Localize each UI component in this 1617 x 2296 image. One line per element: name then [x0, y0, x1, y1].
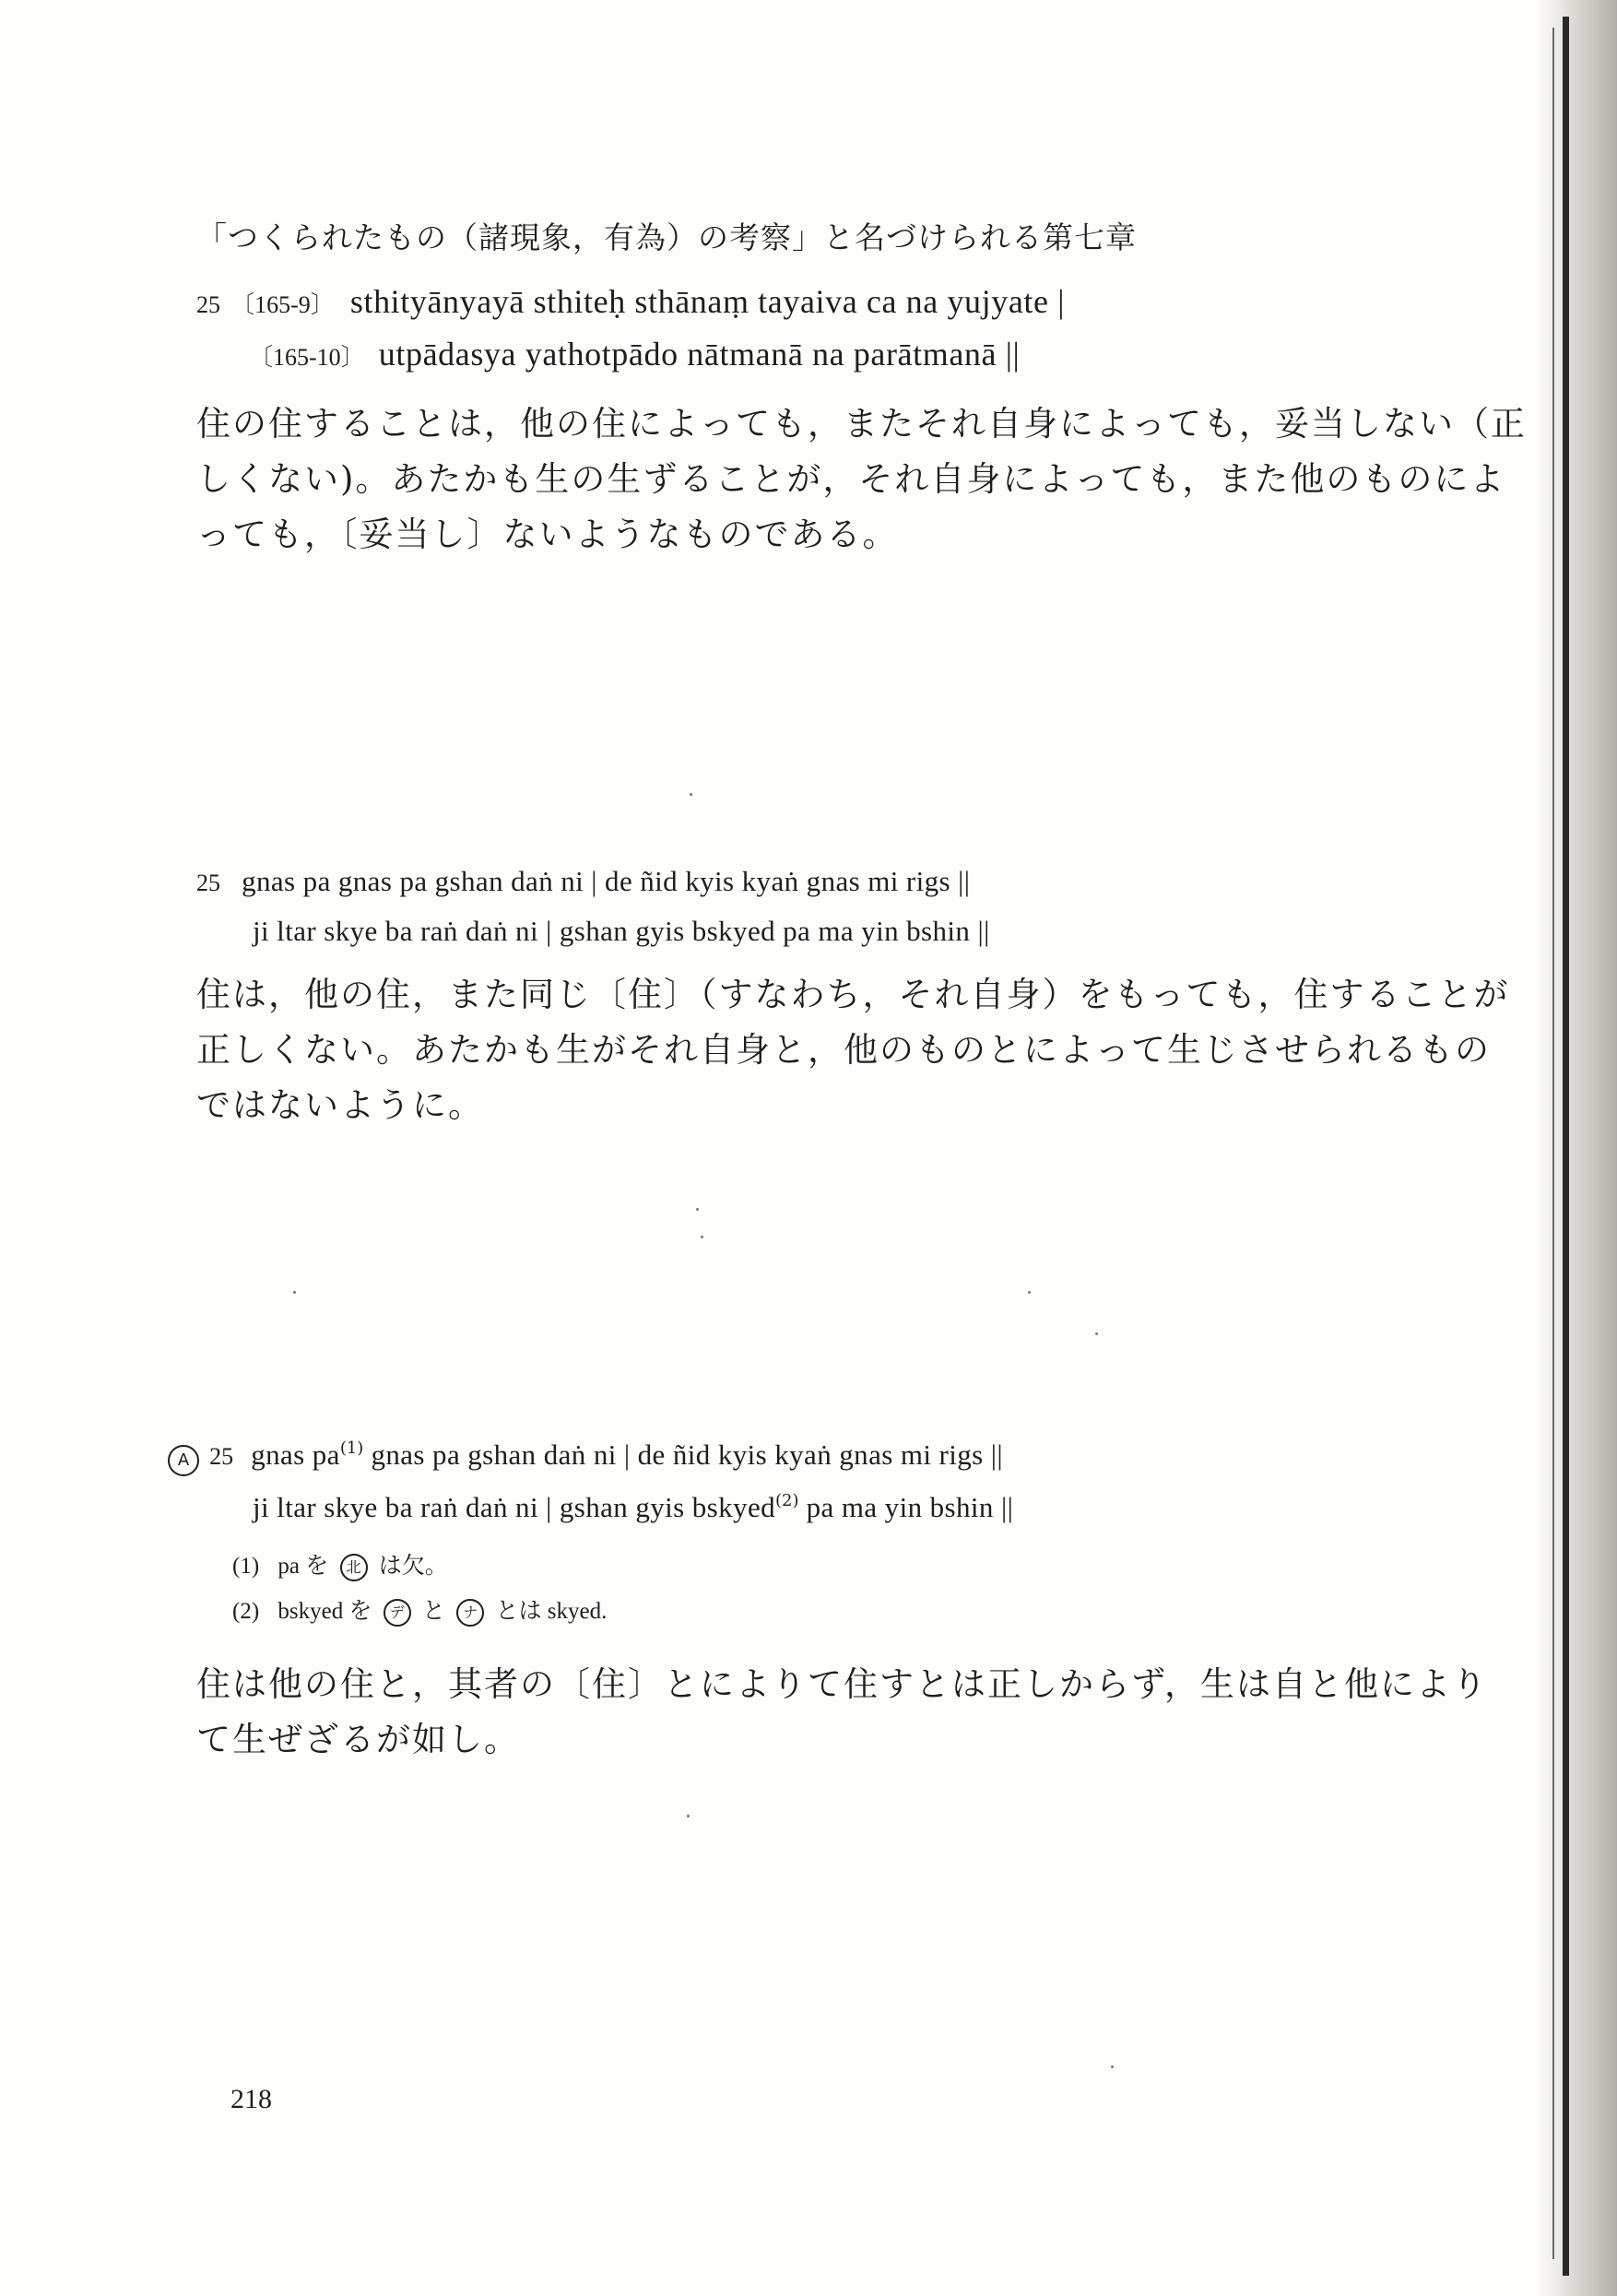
variant-translation-line-2: て生ぜざるが如し。	[196, 1720, 520, 1759]
footnote-1	[232, 1547, 448, 1581]
tibetan-translation-line-1: 住は，他の住，また同じ〔住〕（すなわち，それ自身）をもっても，住することが	[196, 975, 1510, 1014]
tibetan-verse-line-1	[196, 865, 970, 898]
footnote-1-edition-mark: 北	[340, 1554, 368, 1581]
footnote-2-pre: bskyed を	[277, 1599, 372, 1624]
tibetan-text-2: ji ltar skye ba raṅ daṅ ni | gshan gyis bskyed pa ma yin bshin ||	[253, 915, 990, 947]
variant-text-2a: ji ltar skye ba raṅ daṅ ni | gshan gyis bskyed	[253, 1491, 775, 1523]
footnote-2-number: (2)	[232, 1599, 260, 1624]
scan-speck	[687, 1815, 690, 1817]
scan-speck	[1111, 2065, 1114, 2068]
variant-text-1b: gnas pa gshan daṅ ni | de ñid kyis kyaṅ gnas mi rigs ||	[363, 1438, 1003, 1471]
tibetan-text-1: gnas pa gnas pa gshan daṅ ni | de ñid kyis kyaṅ gnas mi rigs ||	[242, 865, 971, 897]
sanskrit-verse-number: 25	[196, 291, 220, 318]
sanskrit-verse-line-2	[249, 335, 1020, 373]
book-gutter-line-thin	[1552, 28, 1554, 2259]
footnote-1-number: (1)	[232, 1554, 260, 1579]
scan-speck	[1028, 1291, 1031, 1294]
book-gutter-line	[1563, 17, 1569, 2276]
variant-verse-number: 25	[209, 1443, 234, 1470]
variant-verse-line-2	[253, 1491, 1013, 1524]
variant-verse-line-1	[168, 1438, 1003, 1476]
footnote-marker-1: (1)	[339, 1438, 364, 1458]
sanskrit-verse-line-1	[196, 282, 1065, 321]
sanskrit-text-1: sthityānyayā sthiteḥ sthānaṃ tayaiva ca na yujyate |	[349, 283, 1066, 320]
book-edge-shadow	[1534, 0, 1617, 2296]
sanskrit-translation-line-1: 住の住することは，他の住によっても，またそれ自身によっても，妥当しない（正	[196, 404, 1527, 444]
variant-edition-mark: A	[168, 1445, 199, 1476]
tibetan-translation-line-3: ではないように。	[196, 1085, 484, 1125]
footnote-2-edition-mark-2: ナ	[456, 1599, 484, 1627]
variant-translation-line-1: 住は他の住と，其者の〔住〕とによりて住すとは正しからず，生は自と他により	[196, 1664, 1489, 1704]
footnote-1-pre: pa を	[277, 1554, 329, 1579]
footnote-2-edition-mark-1: デ	[384, 1599, 411, 1627]
scan-speck	[690, 793, 692, 796]
footnote-1-post: は欠。	[378, 1554, 448, 1579]
scan-speck	[701, 1236, 703, 1238]
scan-speck	[293, 1291, 296, 1294]
tibetan-verse-number: 25	[196, 870, 220, 896]
footnote-marker-2: (2)	[775, 1491, 799, 1510]
sanskrit-ref-1: 〔165-9〕	[230, 291, 335, 318]
variant-text-1a: gnas pa	[251, 1438, 340, 1471]
tibetan-translation-line-2: 正しくない。あたかも生がそれ自身と，他のものとによって生じさせられるもの	[196, 1030, 1491, 1070]
variant-text-2b: pa ma yin bshin ||	[798, 1491, 1014, 1523]
sanskrit-ref-2: 〔165-10〕	[249, 344, 365, 371]
footnote-2-mid: と	[421, 1599, 445, 1624]
footnote-2	[232, 1592, 607, 1627]
footnote-2-post: とは skyed.	[495, 1599, 608, 1624]
chapter-header: 「つくられたもの（諸現象，有為）の考察」と名づけられる第七章	[196, 219, 1137, 255]
scan-speck	[1095, 1332, 1098, 1335]
scan-speck	[696, 1208, 699, 1211]
sanskrit-text-2: utpādasya yathotpādo nātmanā na parātmanā ||	[378, 336, 1021, 373]
sanskrit-translation-line-3: っても，〔妥当し〕ないようなものである。	[196, 515, 899, 554]
sanskrit-translation-line-2: しくない)。あたかも生の生ずることが，それ自身によっても，また他のものによ	[196, 459, 1506, 499]
page-number: 218	[230, 2084, 272, 2114]
